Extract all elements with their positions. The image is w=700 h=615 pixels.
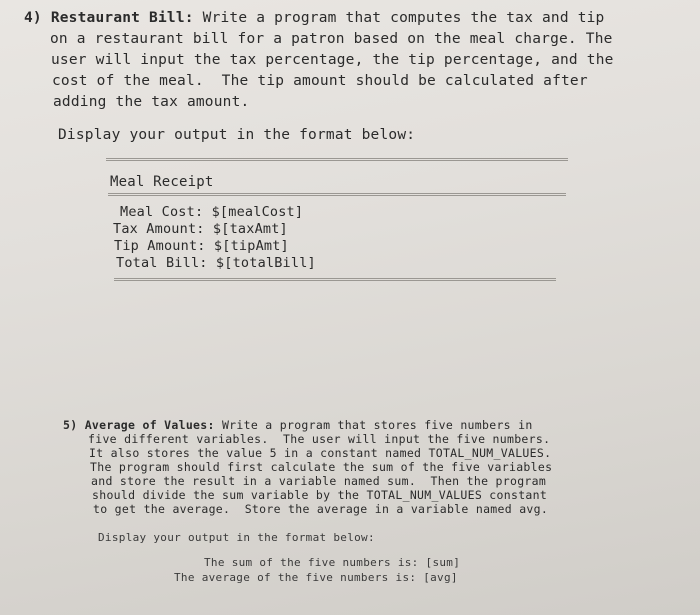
q4-first-line (24, 8, 604, 28)
q5-text-line-2: five different variables. The user will input the five numbers. (88, 432, 551, 446)
receipt-row-tax-amount: Tax Amount: $[taxAmt] (113, 221, 288, 237)
q4-text-line-1: Write a program that computes the tax and tip (202, 10, 605, 26)
q4-text-line-3: user will input the tax percentage, the tip percentage, and the (51, 52, 614, 68)
q5-text-line-5: and store the result in a variable named sum. Then the program (91, 474, 547, 488)
receipt-row-tip-amount: Tip Amount: $[tipAmt] (114, 238, 289, 254)
q5-text-line-6: should divide the sum variable by the TOTAL_NUM_VALUES constant (92, 488, 548, 502)
q5-text-line-1: Write a program that stores five numbers in (221, 418, 533, 432)
q5-output-average: The average of the five numbers is: [avg] (174, 571, 458, 584)
q4-display-instruction: Display your output in the format below: (58, 127, 416, 143)
receipt-top-rule (106, 158, 568, 161)
q5-number: 5) (63, 418, 78, 432)
q5-text-line-4: The program should first calculate the sum of the five variables (90, 460, 553, 474)
q5-text-line-7: to get the average. Store the average in a variable named avg. (93, 502, 549, 516)
q4-text-line-2: on a restaurant bill for a patron based on the meal charge. The (50, 31, 613, 47)
receipt-row-meal-cost: Meal Cost: $[mealCost] (120, 204, 304, 220)
q5-first-line (63, 418, 533, 432)
q5-output-sum: The sum of the five numbers is: [sum] (204, 556, 461, 569)
receipt-middle-rule (108, 193, 566, 196)
q4-text-line-5: adding the tax amount. (53, 94, 250, 110)
q5-title: Average of Values: (84, 418, 215, 432)
q4-number: 4) (24, 10, 42, 26)
receipt-heading: Meal Receipt (110, 174, 214, 190)
q4-title: Restaurant Bill: (50, 10, 194, 26)
q4-text-line-4: cost of the meal. The tip amount should be calculated after (52, 73, 588, 89)
receipt-bottom-rule (114, 278, 556, 281)
receipt-row-total-bill: Total Bill: $[totalBill] (116, 255, 316, 271)
q5-display-instruction: Display your output in the format below: (98, 531, 375, 544)
q5-text-line-3: It also stores the value 5 in a constant named TOTAL_NUM_VALUES. (89, 446, 552, 460)
